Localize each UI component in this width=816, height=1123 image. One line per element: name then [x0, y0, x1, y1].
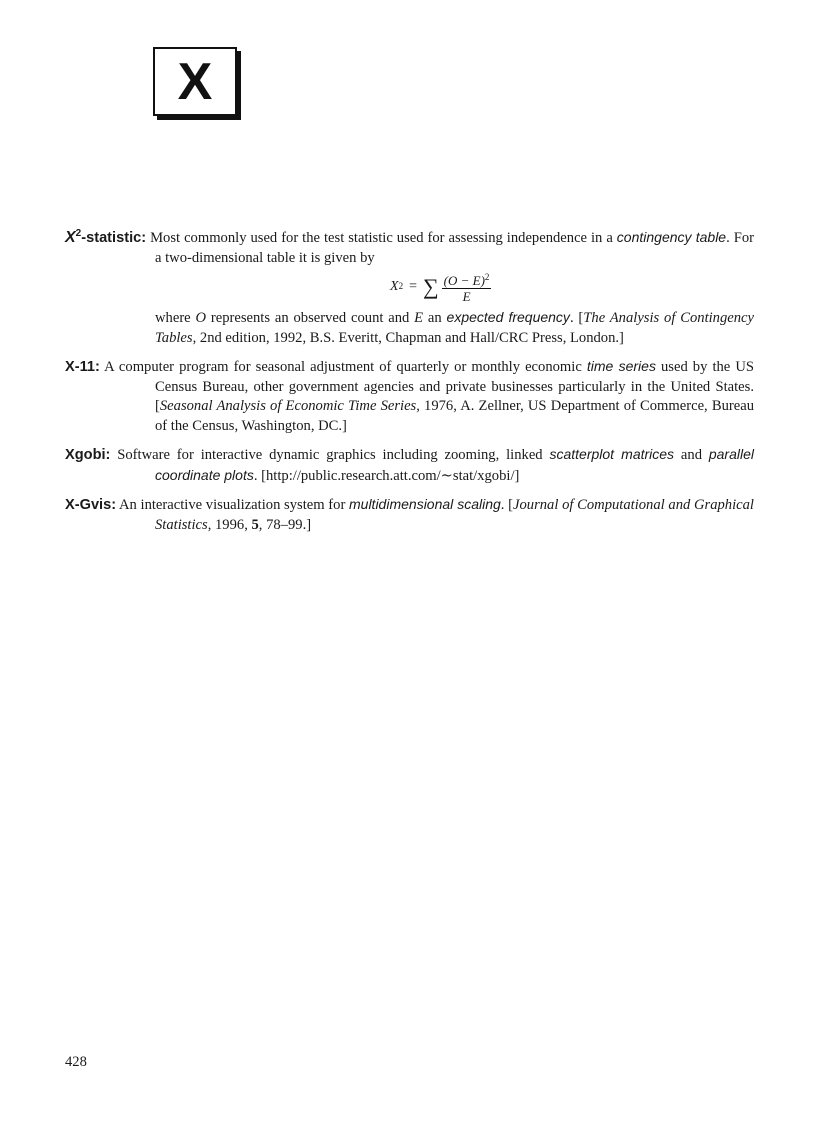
cross-reference-link[interactable]: expected frequency	[446, 309, 570, 325]
entry-xgobi: Xgobi: Software for interactive dynamic graphics including zooming, linked scatterplot matrices and parallel coordinate plots. [http://public.research.att.com/∼stat/xgobi/]	[65, 446, 754, 484]
chapter-letter: X	[177, 52, 213, 111]
chapter-letter-box	[153, 47, 237, 116]
page-number: 428	[65, 1054, 87, 1070]
entry-term: Xgobi:	[65, 447, 111, 463]
entry-x2-statistic: $X^2$-statistic: Most commonly used for the test statistic used for assessing independence in a contingency table. For a two-dimensional table it is given by	[65, 228, 754, 266]
cross-reference-link[interactable]: time series	[586, 358, 656, 374]
cross-reference-link[interactable]: parallel coordinate plots	[155, 446, 754, 483]
entry-x-11: X-11: A computer program for seasonal adjustment of quarterly or monthly economic time series used by the US Census Bureau, other government agencies and private businesses particularly in the United States. [Seasonal Analysis of Economic Time Series, 1976, A. Zellner, US Department of Commerce, Bureau of the Census, Washington, DC.]	[65, 358, 754, 434]
sum-symbol: ∑	[422, 274, 439, 300]
entry-term: X-Gvis:	[65, 497, 117, 513]
cross-reference-link[interactable]: multidimensional scaling	[349, 496, 501, 512]
entry-term: $X^2$-statistic:	[65, 228, 147, 246]
chi-square-formula: X 2 = ∑ $\frac{(O - E)^2}{E}$	[390, 272, 490, 304]
entry-x2-statistic-continued: where O represents an observed count and E an expected frequency. [The Analysis of Contingency Tables, 2nd edition, 1992, B.S. Everitt, Chapman and Hall/CRC Press, London.]	[155, 309, 754, 346]
cross-reference-link[interactable]: scatterplot matrices	[549, 446, 675, 462]
entry-x-gvis: X-Gvis: An interactive visualization system for multidimensional scaling. [Journal of Computational and Graphical Statistics, 1996, 5, 78–99.]	[65, 496, 754, 533]
glossary-entries	[65, 228, 754, 544]
entry-term: X-11:	[65, 359, 100, 375]
cross-reference-link[interactable]: contingency table	[616, 229, 727, 245]
